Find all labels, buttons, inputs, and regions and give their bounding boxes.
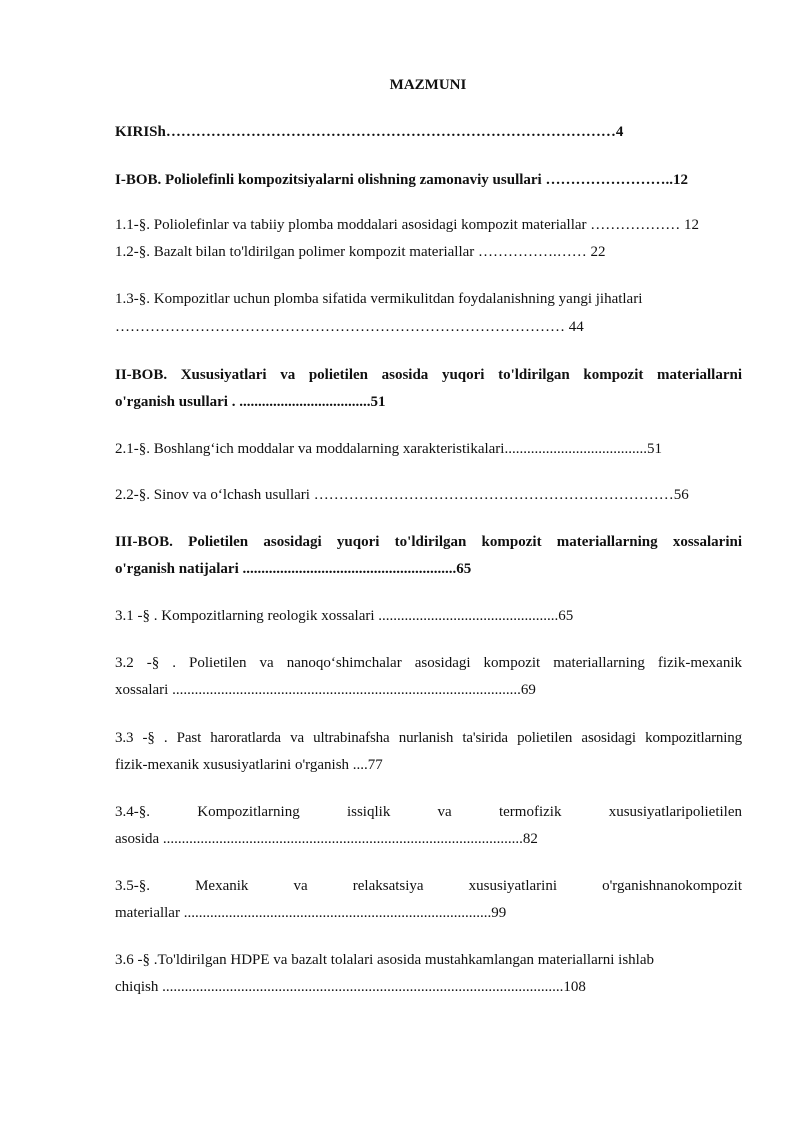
toc-chapter-3-line-1: III-BOB. Polietilen asosidagi yuqori to'ldirilgan kompozit materiallarning xossalarini <box>115 534 742 550</box>
toc-intro: KIRISh………………………………………………………………………………4 <box>115 124 624 140</box>
toc-section-1-1: 1.1-§. Poliolefinlar va tabiiy plomba moddalari asosidagi kompozit materiallar ……………… 12 <box>115 217 700 233</box>
toc-section-3-6-line-1: 3.6 -§ .To'ldirilgan HDPE va bazalt tolalari asosida mustahkamlangan materiallarni ishlab <box>115 952 655 968</box>
toc-section-2-1: 2.1-§. Boshlang‘ich moddalar va moddalarning xarakteristikalari......................................51 <box>115 441 662 457</box>
toc-section-2-2: 2.2-§. Sinov va o‘lchash usullari ………………………………………………………………56 <box>115 487 689 503</box>
toc-chapter-1: I-BOB. Poliolefinli kompozitsiyalarni olishning zamonaviy usullari ……………………..12 <box>115 172 688 188</box>
toc-section-3-2-line-2: xossalari .............................................................................................69 <box>115 682 536 698</box>
toc-section-3-4-line-1: 3.4-§. Kompozitlarning issiqlik va termofizik xususiyatlaripolietilen <box>115 804 742 820</box>
page-title: MAZMUNI <box>389 77 467 93</box>
toc-section-3-6-line-2: chiqish ...........................................................................................................108 <box>115 979 586 995</box>
toc-section-1-3-line-1: 1.3-§. Kompozitlar uchun plomba sifatida vermikulitdan foydalanishning yangi jihatlari <box>115 291 643 307</box>
toc-chapter-2-line-2: o'rganish usullari . ...................................51 <box>115 394 386 410</box>
toc-section-1-3-line-2: ……………………………………………………………………………… 44 <box>115 319 584 335</box>
toc-section-3-3-line-1: 3.3 -§ . Past haroratlarda va ultrabinafsha nurlanish ta'sirida polietilen asosidagi kompozitlarning <box>115 730 742 746</box>
toc-section-3-1: 3.1 -§ . Kompozitlarning reologik xossalari ................................................65 <box>115 608 574 624</box>
toc-chapter-2-line-1: II-BOB. Xususiyatlari va polietilen asosida yuqori to'ldirilgan kompozit materiallarni <box>115 367 742 383</box>
toc-section-3-4-line-2: asosida ................................................................................................82 <box>115 831 538 847</box>
toc-section-3-3-line-2: fizik-mexanik xususiyatlarini o'rganish ....77 <box>115 757 383 773</box>
toc-section-3-2-line-1: 3.2 -§ . Polietilen va nanoqo‘shimchalar asosidagi kompozit materiallarning fizik-mexanik <box>115 655 742 671</box>
toc-section-1-2: 1.2-§. Bazalt bilan to'ldirilgan polimer kompozit materiallar …………….…… 22 <box>115 244 606 260</box>
toc-section-3-5-line-1: 3.5-§. Mexanik va relaksatsiya xususiyatlarini o'rganishnanokompozit <box>115 878 742 894</box>
toc-section-3-5-line-2: materiallar ..................................................................................99 <box>115 905 507 921</box>
toc-chapter-3-line-2: o'rganish natijalari .........................................................65 <box>115 561 472 577</box>
